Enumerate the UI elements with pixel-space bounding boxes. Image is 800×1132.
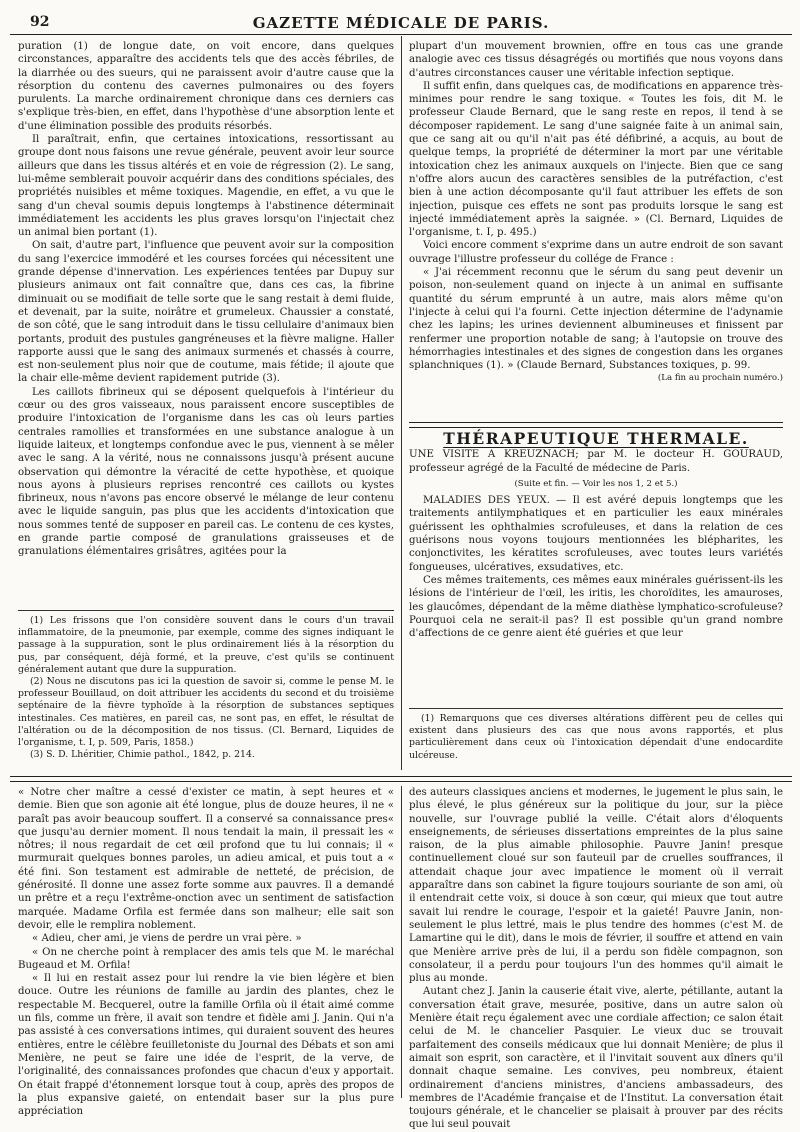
- paragraph: Autant chez J. Janin la causerie était vive, alerte, pétillante, autant la conversation était grave, mesurée, positive, dans un autre salon où Menière était reçu également avec une cordiale affection; ce salon était celui de M. le chancelier Pasquier. Le vieux duc se trouvait parfaitement des conseils médicaux que lui donnait Menière; de plus il aimait son esprit, son caractère, et il l'invitait souvent aux dîners qu'il donnait chaque semaine. Les convives, peu nombreux, étaient ordinairement d'anciens ministres, d'anciens ambassadeurs, des membres de l'Académie française et de l'Institut. La conversation était toujours générale, et le chancelier se plaisait à prouver par des récits que lui seul pouvait: [409, 986, 783, 1131]
- footnote: (2) Nous ne discutons pas ici la question de savoir si, comme le pense M. le professeur Bouillaud, on doit attribuer les accidents du second et du troisième septénaire de la fièvre typhoïde à la résorption de substances septiques intestinales. Ces matières, en pareil cas, ne sont pas, en effet, le résultat de l'altération ou de la décomposition de nos tissus. (Cl. Bernard, Liquides de l'organisme, t. I, p. 509, Paris, 1858.): [18, 676, 394, 749]
- paragraph: « Adieu, cher ami, je viens de perdre un vrai père. »: [32, 933, 302, 945]
- column-divider: [401, 36, 402, 770]
- top-left-footnotes: [18, 615, 394, 765]
- paragraph: Il paraîtrait, enfin, que certaines intoxications, ressortissant au groupe dont nous faisons une revue générale, peuvent avoir leur source ailleurs que dans les tissus altérés et en voie de régression (2). Le sang, lui-même semblerait pouvoir acquérir dans des conditions spéciales, des propriétés nuisibles et même toxiques. Magendie, en effet, a vu que le sang d'un cheval soumis depuis longtemps à l'abstinence déterminait immédiatement les accidents les plus graves lorsqu'on l'injectait chez un animal bien portant (1).: [18, 134, 394, 239]
- paragraph: « Notre cher maître a cessé d'exister ce matin, à sept heures et « demie. Bien que son agonie ait été longue, plus de douze heures, il ne « paraît pas avoir beaucoup souffert. Il a conservé sa connaissance pres« que jusqu'au dernier moment. Il nous tendait la main, il pressait les « nôtres; il nous regardait de cet œil profond que tu lui connais; il « murmurait quelques bonnes paroles, un adieu amical, et puis tout a « été fini. Son testament est admirable de netteté, de précision, de générosité. Il donne une assez forte somme aux pauvres. Il a demandé un prêtre et a reçu l'extrême-onction avec un sentiment de satisfaction marquée. Madame Orfila est fermée dans son malheur; elle sait son devoir, elle le remplira noblement.: [18, 787, 394, 931]
- footnote: (1) Les frissons que l'on considère souvent dans le cours d'un travail inflammatoire, de la pneumonie, par exemple, comme des signes indiquant le passage à la suppuration, sont le plus ordinairement liés à la résorption du pus, par conséquent, déjà formé, et la preuve, c'est qu'ils se continuent généralement autant que dure la suppuration.: [18, 615, 394, 675]
- bottom-right-column: [409, 786, 783, 1131]
- paragraph: « Il lui en restait assez pour lui rendre la vie bien légère et bien douce. Outre les réunions de famille au jardin des plantes, chez le respectable M. Becquerel, outre la famille Orfila où il était aimé comme un fils, comme un frère, il avait son tendre et fidèle ami J. Janin. Qui n'a pas assisté à ces conversations intimes, qui duraient souvent des heures entières, entre le célèbre feuilletoniste du Journal des Débats et son ami Menière, ne peut se faire une idée de l'esprit, de la verve, de l'originalité, des connaissances profondes que chacun d'eux y apportait. On était frappé d'étonnement lorsque tout à coup, après des propos de la plus expansive gaieté, on entendait baser sur la plus pure appréciation: [18, 973, 394, 1118]
- paragraph: Il suffit enfin, dans quelques cas, de modifications en apparence très-minimes pour rendre le sang toxique. « Toutes les fois, dit M. le professeur Claude Bernard, que le sang reste en repos, il tend à se décomposer rapidement. Le sang d'une saignée faite à un animal sain, que ce sang ait ou qu'il n'ait pas été défibriné, a acquis, au bout de quelque temps, la propriété de déterminer la mort par une véritable intoxication chez les animaux auxquels on l'injecte. Bien que ce sang n'offre alors aucun des caractères sensibles de la putréfaction, c'est bien à une action décomposante qu'il faut attribuer les effets de son injection, puisque ces effets ne sont pas produits lorsque le sang est injecté immédiatement après la saignée. » (Cl. Bernard, Liquides de l'organisme, t. I, p. 495.): [409, 80, 783, 239]
- quotation: « J'ai récemment reconnu que le sérum du sang peut devenir un poison, non-seulement quand on injecte à un animal en suffisante quantité du sérum emprunté à un autre, mais alors même qu'on l'injecte à celui qui l'a fourni. Cette injection détermine de l'adynamie chez les lapins; les urines deviennent albumineuses et finissent par renfermer une proportion notable de sang; à l'autopsie on trouve des hémorrhagies intestinales et des signes de congestion dans les organes splanchniques (1). » (Claude Bernard, Substances toxiques, p. 99.: [409, 267, 783, 372]
- footnote: (1) Remarquons que ces diverses altérations diffèrent peu de celles qui existent dans plusieurs des cas que nous avons rapportés, et plus particulièrement dans ceux où l'intoxication dépendait d'une endocardite ulcéreuse.: [409, 713, 783, 761]
- paragraph: MALADIES DES YEUX. — Il est avéré depuis longtemps que les traitements antilymphatiques et en particulier les eaux minérales guérissent les ophthalmies scrofuleuses, et dans la relation de ces guérisons nous voyons toujours mentionnées les blépharites, les conjonctivites, les kératites scrofuleuses, avec toutes leurs variétés fongueuses, ulcératives, exsudatives, etc.: [409, 495, 783, 573]
- footnote-divider: [409, 708, 783, 709]
- paragraph: Ces mêmes traitements, ces mêmes eaux minérales guérissent-ils les lésions de l'intérieur de l'œil, les iritis, les choroïdites, les amauroses, les glaucômes, dépendant de la même diathèse lymphatico-scrofuleuse? Pourquoi cela ne serait-il pas? Il est possible qu'un grand nombre d'affections de ce genre aient été guéries et que leur: [409, 574, 783, 640]
- paragraph: On sait, d'autre part, l'influence que peuvent avoir sur la composition du sang l'exercice immodéré et les courses forcées qui nécessitent une grande dépense d'innervation. Les expériences tentées par Dupuy sur plusieurs animaux ont fait connaître que, dans ces cas, la fibrine diminuait ou se modifiait de telle sorte que le sang restait à demi fluide, et devenait, par la suite, noirâtre et grumeleux. Chaussier a constaté, de son côté, que le sang introduit dans le tissu cellulaire d'animaux bien portants, produit des pustules gangréneuses et la fièvre maligne. Haller rapporte aussi que le sang des animaux surmenés et chassés à courre, est non-seulement plus noir que de coutume, mais fétide; il ajoute que la chair elle-même devient rapidement putride (3).: [18, 240, 394, 385]
- paragraph: Voici encore comment s'exprime dans un autre endroit de son savant ouvrage l'illustre professeur du collége de France :: [409, 240, 783, 265]
- section-title: THÉRAPEUTIQUE THERMALE.: [443, 429, 749, 448]
- paragraph: des auteurs classiques anciens et modernes, le jugement le plus sain, le plus élevé, le plus généreux sur la politique du jour, sur la pièce nouvelle, sur l'ouvrage publié la veille. C'était alors d'éloquents enseignements, de sérieuses dissertations empreintes de la plus saine raison, de la plus aimable philosophie. Pauvre Janin! presque continuellement cloué sur son fauteuil par de cruelles souffrances, il attendait chaque jour avec impatience le moment où il verrait apparaître dans son cabinet la figure toujours souriante de son ami, où il entendrait cette voix, si douce à son cœur, qui mieux que tout autre savait lui rendre le courage, l'espoir et la gaieté! Pauvre Janin, non-seulement le plus lettré, mais le plus tendre des hommes (c'est M. de Lamartine qui le dit), dans le mois de février, il souffre et attend en vain que Menière arrive près de lui, il a perdu son fidèle compagnon, son consolateur, il a perdu pour toujours l'un des hommes qu'il aimait le plus au monde.: [409, 787, 783, 985]
- page-number: 92: [30, 14, 50, 30]
- page-header: [10, 8, 792, 35]
- bottom-left-column: [18, 786, 394, 1118]
- paragraph: « On ne cherche point à remplacer des amis tels que M. le maréchal Bugeaud et M. Orfila!: [18, 946, 394, 971]
- journal-title: GAZETTE MÉDICALE DE PARIS.: [252, 14, 550, 32]
- paragraph: plupart d'un mouvement brownien, offre en tous cas une grande analogie avec ces tissus désagrégés ou mortifiés que nous voyons dans d'autres circonstances causer une véritable infection septique.: [409, 41, 783, 79]
- article-subheading: (Suite et fin. — Voir les nos 1, 2 et 5.): [514, 478, 678, 489]
- article-byline: UNE VISITE A KREUZNACH; par M. le docteur H. GOURAUD, professeur agrégé de la Faculté de médecine de Paris.: [409, 449, 783, 474]
- footnote: (3) S. D. Lhéritier, Chimie pathol., 1842, p. 214.: [30, 749, 255, 761]
- paragraph: Les caillots fibrineux qui se déposent quelquefois à l'intérieur du cœur ou des gros vaisseaux, nous paraissent encore susceptibles de produire l'intoxication de l'organisme dans les cas où leurs parties centrales ramollies et transformées en une substance analogue à un liquide laiteux, et longtemps confondue avec le pus, viennent à se mêler avec le sang. A la vérité, nous ne connaissons jusqu'à présent aucune observation qui démontre la véracité de cette hypothèse, et quoique nous ayons à plusieurs reprises rencontré ces caillots ou kystes fibrineux, nous n'avons pas encore observé le mélange de leur contenu avec le liquide sanguin, pas plus que les accidents d'intoxication que nous sommes tenté de supposer en pareil cas. Le contenu de ces kystes, en grande partie composé de granulations graisseuses et de granulations élémentaires grisâtres, agitées pour la: [18, 386, 394, 558]
- therapeutique-section: [409, 430, 783, 700]
- footnote-divider: [18, 610, 394, 611]
- paragraph: puration (1) de longue date, on voit encore, dans quelques circonstances, apparaître des accidents tels que des accès fébriles, de la diarrhée ou des sueurs, qui ne paraissent avoir d'autre cause que la résorption du contenu des cavernes pulmonaires ou des foyers purulents. La marche ordinairement chronique dans ces derniers cas s'explique très-bien, en effet, dans l'hypothèse d'une absorption lente et d'une élimination possible des produits résorbés.: [18, 41, 394, 132]
- section-divider: [409, 422, 783, 428]
- feuilleton-divider: [10, 776, 792, 782]
- continuation-note: (La fin au prochain numéro.): [657, 373, 783, 384]
- top-right-footnote: [409, 713, 783, 768]
- column-divider: [401, 786, 402, 1098]
- top-right-column: [409, 40, 783, 418]
- top-left-column: [18, 40, 394, 607]
